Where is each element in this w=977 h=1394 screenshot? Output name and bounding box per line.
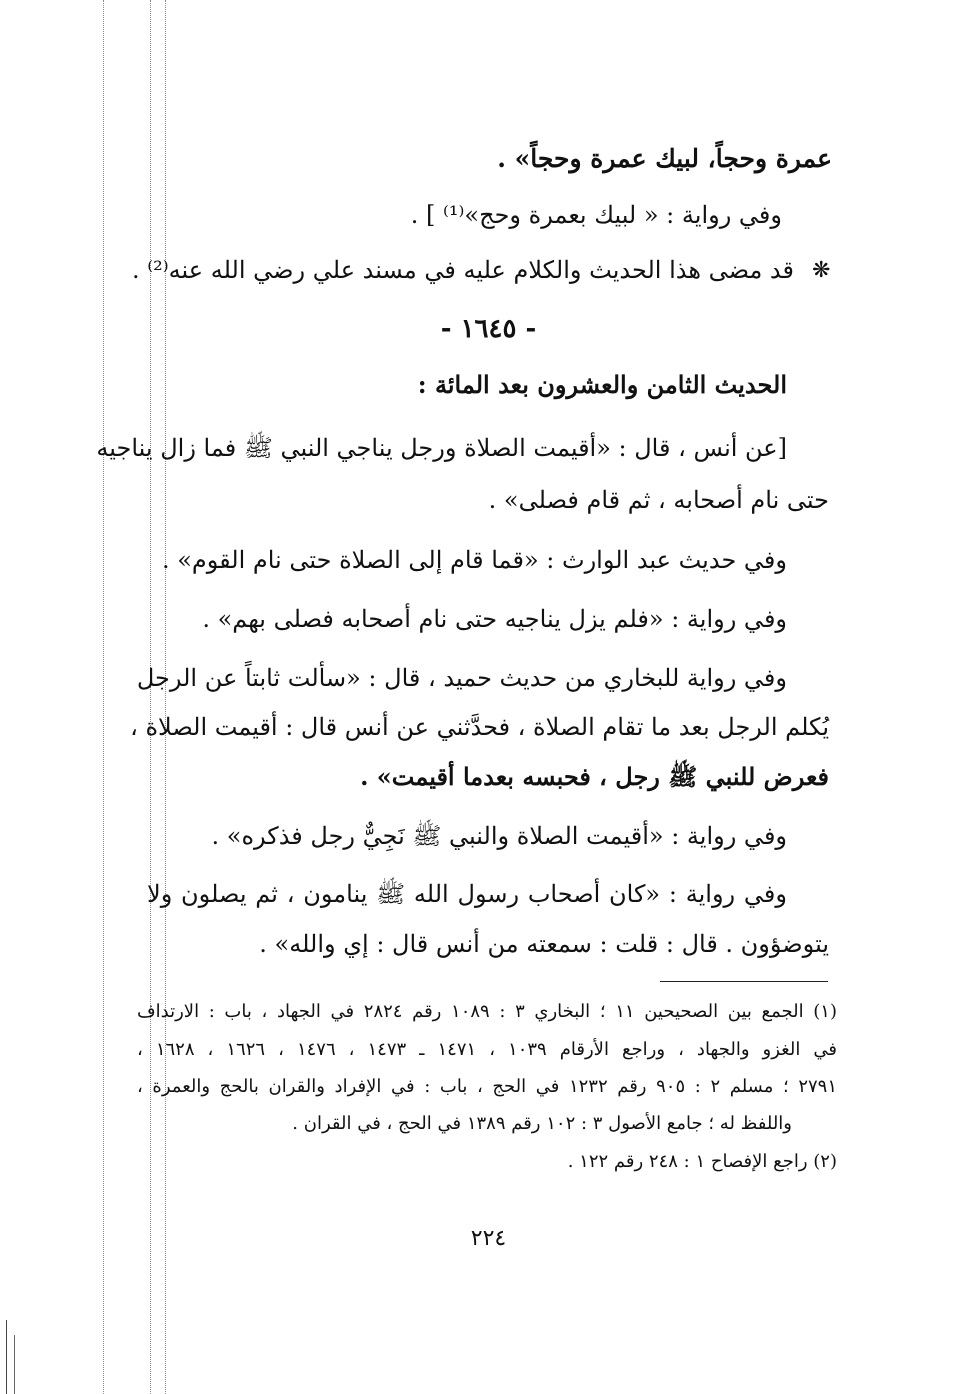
footnote-separator bbox=[660, 981, 828, 982]
footnote-1-line-3: ٢٧٩١ ؛ مسلم ٢ : ٩٠٥ رقم ١٢٣٢ في الحج ، باب : في الإفراد والقران بالحج والعمرة ، bbox=[137, 1076, 837, 1097]
footnote-1-line-2: في الغزو والجهاد ، وراجع الأرقام ١٠٣٩ ، ١٤٧١ ـ ١٤٧٣ ، ١٤٧٦ ، ١٦٢٦ ، ١٦٢٨ ، bbox=[137, 1039, 837, 1060]
paragraph-5: وفي رواية : «أقيمت الصلاة والنبي ﷺ نَجِيٌّ رجل فذكره» . bbox=[211, 822, 787, 850]
section-heading: الحديث الثامن والعشرون بعد المائة : bbox=[417, 370, 787, 399]
paragraph-6-line-1: وفي رواية : «كان أصحاب رسول الله ﷺ ينامون ، ثم يصلون ولا bbox=[147, 880, 787, 908]
paragraph-4-line-2: يُكلم الرجل بعد ما تقام الصلاة ، فحدَّثني عن أنس قال : أقيمت الصلاة ، bbox=[130, 713, 829, 741]
footnote-1-line-4: واللفظ له ؛ جامع الأصول ٣ : ١٠٢ رقم ١٣٨٩ في الحج ، في القران . bbox=[292, 1113, 792, 1134]
paragraph-3: وفي رواية : «فلم يزل يناجيه حتى نام أصحابه فصلى بهم» . bbox=[202, 605, 787, 633]
text-line-3: قد مضى هذا الحديث والكلام عليه في مسند علي رضي الله عنه⁽²⁾ . bbox=[132, 256, 794, 284]
note-star-icon: ❋ bbox=[812, 258, 831, 283]
scan-margin-line bbox=[103, 0, 104, 1394]
footnote-1-line-1: (١) الجمع بين الصحيحين ١١ ؛ البخاري ٣ : ١٠٨٩ رقم ٢٨٢٤ في الجهاد ، باب : الارتداف bbox=[137, 1001, 837, 1022]
footnote-2: (٢) راجع الإفصاح ١ : ٢٤٨ رقم ١٢٢ . bbox=[567, 1151, 837, 1172]
scan-margin-line bbox=[150, 0, 151, 1394]
scan-edge-mark bbox=[14, 1335, 15, 1394]
scan-edge-mark bbox=[6, 1320, 7, 1394]
paragraph-1-line-2: حتى نام أصحابه ، ثم قام فصلى» . bbox=[488, 486, 829, 514]
page-number: ٢٢٤ bbox=[470, 1226, 507, 1251]
paragraph-4-line-1: وفي رواية للبخاري من حديث حميد ، قال : «سألت ثابتاً عن الرجل bbox=[136, 664, 787, 692]
hadith-number: - ١٦٤٥ - bbox=[440, 314, 537, 344]
paragraph-2: وفي حديث عبد الوارث : «قما قام إلى الصلاة حتى نام القوم» . bbox=[161, 546, 787, 574]
paragraph-1-line-1: [عن أنس ، قال : «أقيمت الصلاة ورجل يناجي النبي ﷺ فما زال يناجيه bbox=[96, 434, 787, 462]
paragraph-6-line-2: يتوضؤون . قال : قلت : سمعته من أنس قال : إي والله» . bbox=[259, 930, 829, 958]
paragraph-4-line-3: فعرض للنبي ﷺ رجل ، فحبسه بعدما أقيمت» . bbox=[360, 762, 829, 791]
text-line-1: عمرة وحجاً، لبيك عمرة وحجاً» . bbox=[497, 144, 832, 173]
scan-margin-line bbox=[165, 0, 166, 1394]
text-line-2: وفي رواية : « لبيك بعمرة وحج»⁽¹⁾ ] . bbox=[410, 201, 782, 229]
